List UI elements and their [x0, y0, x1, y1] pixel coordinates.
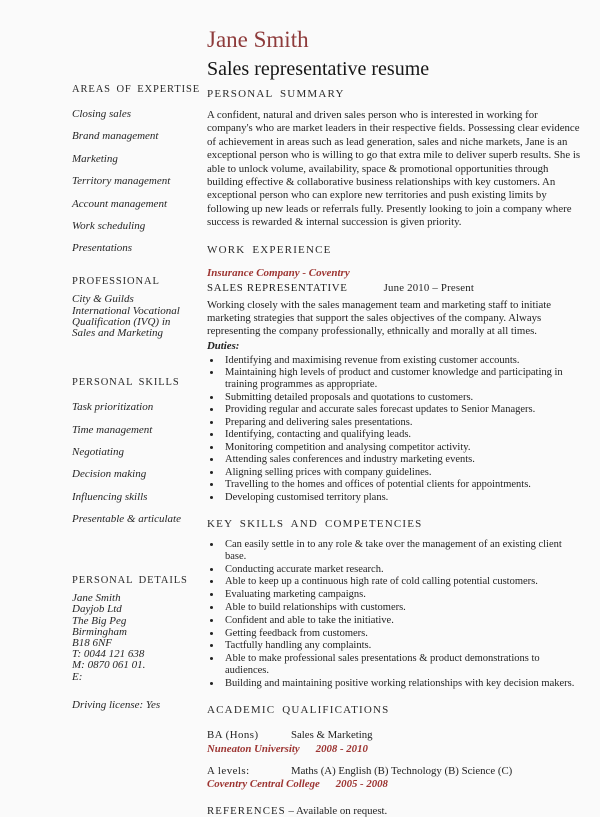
- alevels-row: [207, 765, 581, 777]
- professional-qualification: [72, 294, 204, 339]
- expertise-item: Work scheduling: [72, 219, 146, 232]
- professional-line: City & Guilds: [72, 293, 134, 306]
- key-skill-item: • Conducting accurate market research.: [222, 564, 581, 576]
- professional-line: Sales and Marketing: [72, 326, 164, 339]
- university-name: Nuneaton University: [207, 742, 300, 755]
- personal-detail-line: M: 0870 061 01.: [72, 659, 146, 672]
- personal-detail-line: E:: [72, 670, 83, 683]
- duty-item: • Developing customised territory plans.: [222, 492, 581, 504]
- personal-skills-heading: PERSONAL SKILLS: [72, 377, 180, 389]
- personal-skills-list: [72, 402, 204, 525]
- duty-item: • Preparing and delivering sales presentations.: [222, 417, 581, 429]
- duties-list: [222, 355, 581, 504]
- college-name: Coventry Central College: [207, 778, 320, 791]
- degree-row: [207, 729, 581, 741]
- degree-label: BA (Hons): [207, 729, 259, 742]
- college-row: [207, 778, 581, 790]
- summary-text: A confident, natural and driven sales person who is interested in working for company's who are market leaders in their respective fields. Possessing clear evidence of achievement in areas such as lead generation, sales and niche markets, Jane is an exceptional person who is willing to go that extra mile to deliver superb results. She is able to unlock volume, availability, space & promotional opportunities through building effective & collaborative business relationships with key customers. An exceptional person who can explore new territories and push existing limits by following up new leads or referrals fully. Presently looking to join a company where success is rewarded & internal succession is given priority.: [207, 109, 581, 229]
- duty-item: • Identifying, contacting and qualifying leads.: [222, 429, 581, 441]
- job-title-line: [207, 282, 581, 294]
- personal-skill-item: Task prioritization: [72, 401, 154, 414]
- expertise-item: Presentations: [72, 242, 133, 255]
- personal-skill-item: Negotiating: [72, 445, 124, 458]
- resume-title: Sales representative resume: [207, 58, 430, 80]
- main-column: [207, 27, 581, 817]
- personal-details-block: [72, 593, 204, 683]
- personal-skill-item: Time management: [72, 423, 153, 436]
- personal-detail-line: The Big Peg: [72, 614, 127, 627]
- expertise-item: Closing sales: [72, 108, 131, 120]
- expertise-list: [72, 109, 204, 254]
- expertise-item: Territory management: [72, 175, 171, 188]
- summary-heading: PERSONAL SUMMARY: [207, 88, 345, 100]
- expertise-heading: AREAS OF EXPERTISE: [72, 84, 201, 95]
- key-skills-list: [222, 539, 581, 691]
- professional-line: International Vocational: [72, 304, 180, 317]
- references-row: [207, 805, 581, 817]
- key-skill-item: • Confident and able to take the initiative.: [222, 615, 581, 627]
- candidate-name: Jane Smith: [207, 27, 309, 52]
- employer-name: Insurance Company - Coventry: [207, 266, 350, 279]
- personal-details-heading: PERSONAL DETAILS: [72, 575, 188, 587]
- expertise-item: Marketing: [72, 152, 118, 165]
- university-row: [207, 743, 581, 755]
- personal-detail-line: Dayjob Ltd: [72, 603, 122, 616]
- key-skill-item: • Getting feedback from customers.: [222, 628, 581, 640]
- personal-detail-line: T: 0044 121 638: [72, 648, 145, 661]
- professional-line: Qualification (IVQ) in: [72, 315, 171, 328]
- personal-detail-line: Birmingham: [72, 625, 127, 638]
- work-intro: Working closely with the sales management team and marketing staff to initiate marketing strategies that support the sales objectives of the company. Always representing the company professionally, ethnically and morally at all times.: [207, 298, 552, 338]
- key-skill-item: • Able to make professional sales presentations & product demonstrations to audiences.: [222, 653, 581, 677]
- personal-detail-line: B18 6NF: [72, 636, 113, 649]
- work-experience-heading: WORK EXPERIENCE: [207, 243, 332, 256]
- expertise-item: Brand management: [72, 130, 159, 143]
- alevels-subjects: Maths (A) English (B) Technology (B) Science (C): [291, 764, 513, 777]
- duties-label: Duties:: [207, 339, 240, 352]
- key-skill-item: • Evaluating marketing campaigns.: [222, 589, 581, 601]
- sidebar: [72, 84, 204, 711]
- expertise-item: Account management: [72, 197, 167, 210]
- degree-subject: Sales & Marketing: [291, 729, 373, 742]
- key-skills-heading: KEY SKILLS AND COMPETENCIES: [207, 517, 423, 530]
- key-skill-item: • Able to keep up a continuous high rate of cold calling potential customers.: [222, 576, 581, 588]
- academic-heading: ACADEMIC QUALIFICATIONS: [207, 704, 390, 717]
- university-dates: 2008 - 2010: [315, 742, 368, 755]
- personal-skill-item: Presentable & articulate: [72, 513, 181, 526]
- references-text: – Available on request.: [288, 805, 388, 817]
- duty-item: • Monitoring competition and analysing competitor activity.: [222, 442, 581, 454]
- duty-item: • Identifying and maximising revenue from existing customer accounts.: [222, 355, 581, 367]
- key-skill-item: • Able to build relationships with customers.: [222, 602, 581, 614]
- job-dates: June 2010 – Present: [383, 281, 475, 294]
- duty-item: • Providing regular and accurate sales forecast updates to Senior Managers.: [222, 404, 581, 416]
- personal-skill-item: Decision making: [72, 468, 147, 481]
- driving-license: Driving license: Yes: [72, 698, 161, 711]
- duty-item: • Maintaining high levels of product and customer knowledge and participating in training programmes as appropriate.: [222, 367, 581, 391]
- duty-item: • Attending sales conferences and industry marketing events.: [222, 454, 581, 466]
- college-dates: 2005 - 2008: [335, 778, 388, 791]
- alevels-label: A levels:: [207, 764, 250, 777]
- key-skill-item: • Building and maintaining positive working relationships with key decision makers.: [222, 678, 581, 690]
- references-heading: REFERENCES: [207, 805, 286, 817]
- professional-heading: PROFESSIONAL: [72, 276, 160, 288]
- duty-item: • Travelling to the homes and offices of potential clients for appointments.: [222, 479, 581, 491]
- key-skill-item: • Tactfully handling any complaints.: [222, 640, 581, 652]
- key-skill-item: • Can easily settle in to any role & take over the management of an existing client base.: [222, 539, 581, 563]
- duty-item: • Aligning selling prices with company guidelines.: [222, 467, 581, 479]
- personal-skill-item: Influencing skills: [72, 490, 148, 503]
- duty-item: • Submitting detailed proposals and quotations to customers.: [222, 392, 581, 404]
- personal-detail-line: Jane Smith: [72, 592, 121, 605]
- job-title: SALES REPRESENTATIVE: [207, 281, 348, 294]
